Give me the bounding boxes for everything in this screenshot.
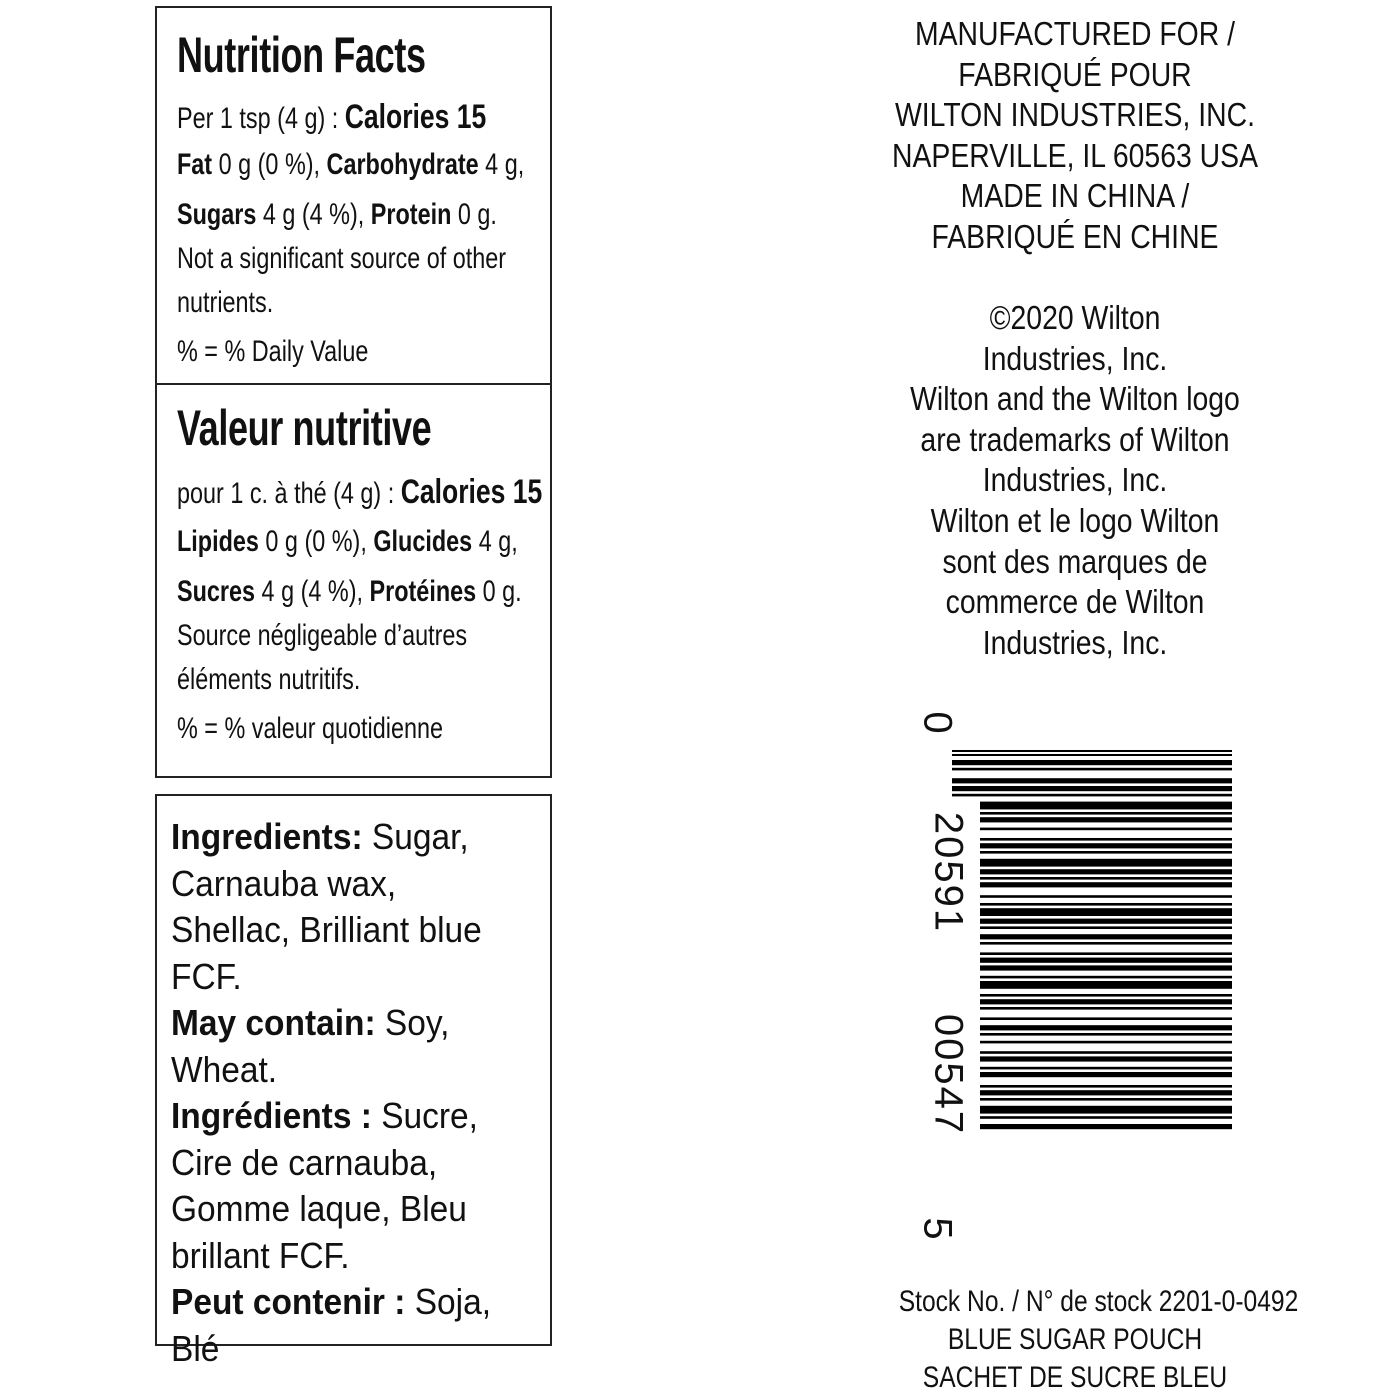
manufacturer-line: FABRIQUÉ EN CHINE [931, 217, 1219, 255]
barcode-bar [980, 976, 1232, 979]
barcode-bar [980, 999, 1232, 1004]
barcode-bar [980, 1085, 1232, 1088]
sugars-value: 4 g (4 %), [256, 198, 371, 231]
barcode-bar [980, 1098, 1232, 1101]
carb-value: 4 g, [478, 148, 525, 181]
barcode-bar [980, 1051, 1232, 1054]
copyright-line: Industries, Inc. [982, 461, 1168, 499]
serving-size: Per 1 tsp (4 g) : [177, 102, 345, 135]
nutrition-facts-title: Nutrition Facts [177, 27, 426, 83]
manufacturer-line: WILTON INDUSTRIES, INC. [894, 96, 1256, 134]
carb-value-fr: 4 g, [472, 525, 518, 558]
barcode-bar [980, 994, 1232, 997]
barcode-bar [980, 859, 1232, 867]
barcode-bar [980, 851, 1232, 854]
barcode-bar [980, 869, 1232, 874]
serving-size-fr: pour 1 c. à thé (4 g) : [177, 477, 401, 510]
barcode-bar [952, 750, 1232, 752]
barcode-digits-group2: 00547 [926, 1013, 971, 1136]
barcode-bar [980, 817, 1232, 822]
fat-value: 0 g (0 %), [212, 148, 327, 181]
serving-line [177, 100, 486, 134]
copyright-info [850, 298, 1300, 663]
barcode-bar [952, 754, 1232, 756]
sugar-protein-line-fr [177, 577, 522, 607]
barcode-bar [980, 1116, 1232, 1119]
barcode-digit-first: 0 [915, 711, 960, 734]
barcode-bar [980, 1106, 1232, 1114]
barcode-bar [980, 828, 1232, 831]
copyright-line: Industries, Inc. [982, 339, 1168, 377]
barcode-bar [980, 1124, 1232, 1129]
valeur-nutritive-panel [155, 383, 552, 778]
copyright-line: Industries, Inc. [982, 623, 1168, 661]
barcode-bar [980, 1025, 1232, 1030]
daily-value-note-fr: % = % valeur quotidienne [177, 712, 444, 745]
barcode-bar [980, 919, 1232, 924]
barcode-bar [952, 778, 1232, 783]
ingredients-fr-value: Sucre, Cire de carnauba, Gomme laque, Bleu brillant FCF. [171, 1095, 478, 1276]
barcode-bar [952, 786, 1232, 791]
barcode-bar [980, 1041, 1232, 1044]
barcode-bar [980, 895, 1232, 898]
barcode-bar [980, 1056, 1232, 1061]
protein-value-fr: 0 g. [476, 575, 522, 608]
note-line-1-fr: Source négligeable d’autres [177, 619, 468, 652]
copyright-line: Wilton et le logo Wilton [930, 501, 1220, 539]
copyright-line: ©2020 Wilton [989, 299, 1161, 336]
note-line-2-fr: éléments nutritifs. [177, 663, 361, 696]
may-contain-fr-value: Soja, Blé [171, 1281, 492, 1369]
barcode-digits-group1: 20591 [926, 811, 971, 934]
barcode-bar [980, 903, 1232, 906]
barcode-digit-last: 5 [915, 1217, 960, 1240]
product-name-fr: SACHET DE SUCRE BLEU [922, 1361, 1228, 1394]
barcode-bar [952, 794, 1232, 797]
barcode-bar [980, 934, 1232, 939]
manufacturer-line: MANUFACTURED FOR / [914, 15, 1236, 52]
barcode-bar [980, 958, 1232, 963]
fat-carb-line-fr [177, 527, 518, 557]
barcode-bar [980, 1007, 1232, 1010]
fat-label-fr: Lipides [177, 525, 259, 558]
calories: Calories 15 [344, 98, 487, 136]
carb-label-fr: Glucides [373, 525, 473, 558]
barcode-bar [980, 908, 1232, 916]
barcode-bar [980, 802, 1232, 810]
protein-label: Protein [370, 198, 452, 231]
copyright-line: are trademarks of Wilton [920, 420, 1230, 458]
valeur-nutritive-title: Valeur nutritive [177, 400, 432, 456]
stock-info [860, 1283, 1299, 1397]
barcode-bar [980, 1017, 1232, 1020]
barcode-bar [980, 981, 1232, 989]
daily-value-note: % = % Daily Value [177, 335, 369, 368]
protein-value: 0 g. [451, 198, 497, 231]
note-line-2: nutrients. [177, 286, 274, 319]
barcode-bar [980, 877, 1232, 880]
manufacturer-line: NAPERVILLE, IL 60563 USA [891, 136, 1259, 174]
calories-fr: Calories 15 [400, 473, 543, 511]
nutrition-facts-panel [155, 6, 552, 385]
fat-label: Fat [177, 148, 213, 181]
protein-label-fr: Protéines [369, 575, 477, 608]
manufacturer-line: FABRIQUÉ POUR [958, 55, 1192, 93]
barcode-bar [980, 1090, 1232, 1095]
sugars-label-fr: Sucres [177, 575, 256, 608]
stock-number: Stock No. / N° de stock 2201-0-0492 [898, 1285, 1299, 1318]
barcode-bar [980, 1072, 1232, 1077]
sugar-protein-line [177, 200, 497, 230]
serving-line-fr [177, 475, 542, 509]
may-contain-fr-label: Peut contenir : [171, 1281, 406, 1322]
barcode-bar [980, 882, 1232, 887]
barcode-bar [980, 942, 1232, 945]
barcode-bar [980, 838, 1232, 841]
copyright-line: sont des marques de [942, 542, 1208, 580]
ingredients-en-value: Sugar, Carnauba wax, Shellac, Brilliant blue FCF. [171, 816, 482, 997]
barcode-bar [980, 1067, 1232, 1070]
ingredients-panel [155, 794, 552, 1369]
barcode-bar [980, 926, 1232, 929]
may-contain-en-value: Soy, Wheat. [171, 1002, 450, 1090]
product-name-en: BLUE SUGAR POUCH [947, 1323, 1203, 1356]
may-contain-en-label: May contain: [171, 1002, 376, 1043]
barcode-bar [952, 760, 1232, 765]
barcode-bar [980, 812, 1232, 815]
barcode-bar [952, 768, 1232, 771]
copyright-line: Wilton and the Wilton logo [910, 380, 1240, 418]
note-line-1: Not a significant source of other [177, 242, 507, 275]
barcode [900, 700, 1260, 1260]
fat-value-fr: 0 g (0 %), [258, 525, 374, 558]
ingredients-en-label: Ingredients: [171, 816, 363, 857]
barcode-bar [980, 952, 1232, 955]
ingredients-fr-label: Ingrédients : [171, 1095, 372, 1136]
manufacturer-info [850, 14, 1300, 258]
copyright-line: commerce de Wilton [945, 583, 1205, 621]
barcode-bar [980, 843, 1232, 848]
barcode-bar [980, 965, 1232, 970]
carb-label: Carbohydrate [326, 148, 479, 181]
ingredients-text [171, 814, 524, 1372]
sugars-value-fr: 4 g (4 %), [255, 575, 370, 608]
sugars-label: Sugars [177, 198, 257, 231]
fat-carb-line [177, 150, 524, 180]
barcode-bar [980, 1033, 1232, 1036]
manufacturer-line: MADE IN CHINA / [960, 177, 1190, 215]
